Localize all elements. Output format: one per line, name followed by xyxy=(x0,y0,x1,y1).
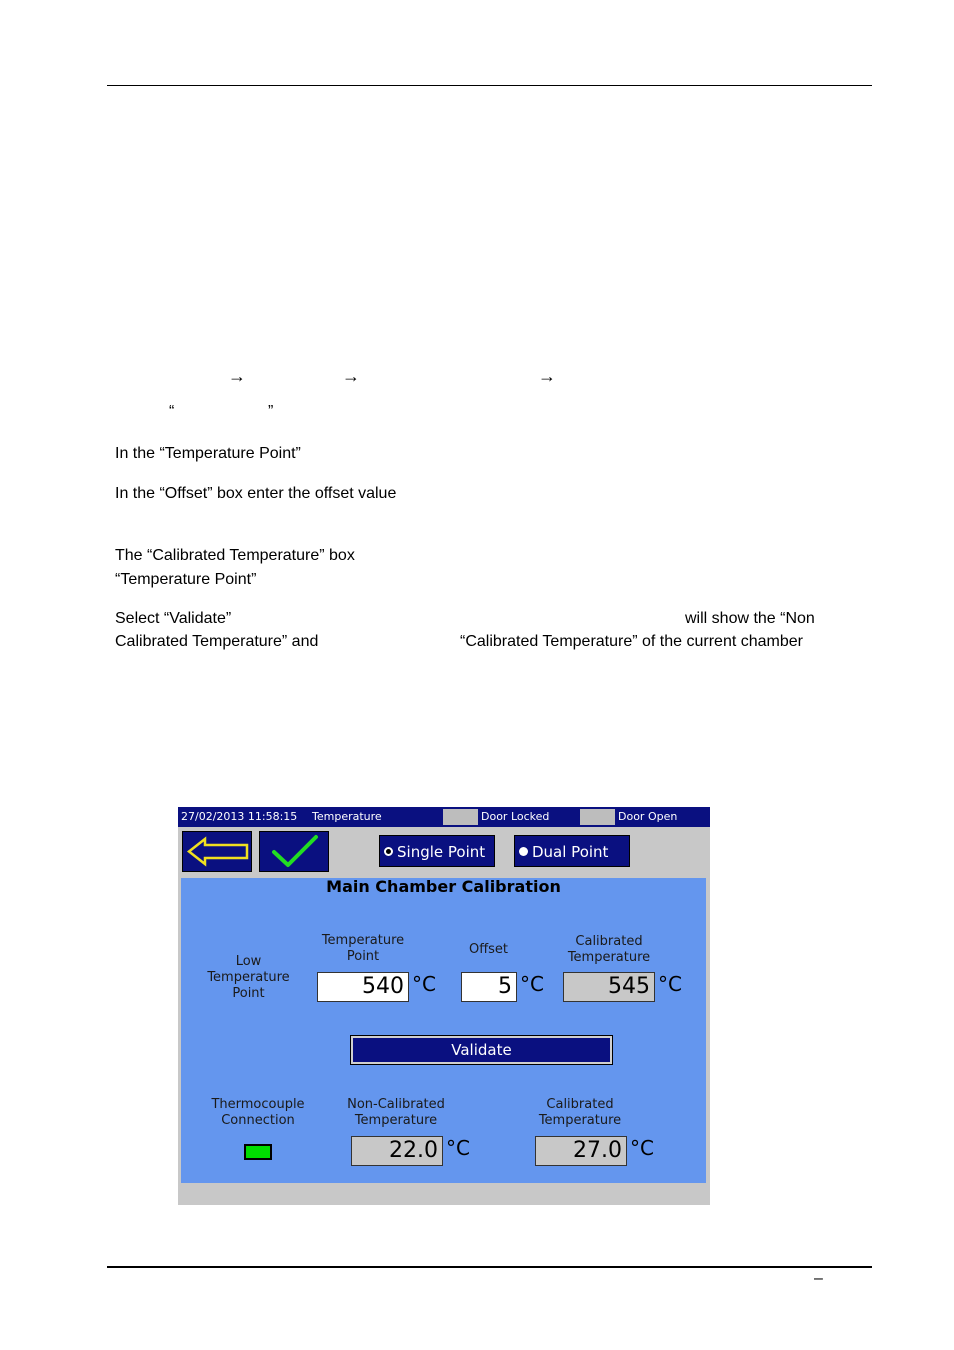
panel-title: Main Chamber Calibration xyxy=(326,877,561,896)
step-validate-c: Calibrated Temperature” and xyxy=(115,633,319,650)
step-temperature-point: In the “Temperature Point” xyxy=(115,445,301,462)
step-offset: In the “Offset” box enter the offset value xyxy=(115,485,397,502)
temperature-point-input[interactable]: 540 xyxy=(317,972,409,1002)
step-calibrated-line2: “Temperature Point” xyxy=(115,571,257,588)
back-arrow-icon xyxy=(183,832,251,871)
thermocouple-status-led xyxy=(244,1144,272,1160)
thermocouple-connection-label: Thermocouple Connection xyxy=(211,1097,305,1128)
calibrated-temperature-label: Calibrated Temperature xyxy=(567,934,651,965)
calibrated-reading-unit: °C xyxy=(630,1136,654,1160)
status-section: Temperature xyxy=(312,810,382,823)
step-validate-a: Select “Validate” xyxy=(115,610,232,627)
arrow-icon: → xyxy=(228,366,246,386)
low-temperature-point-label: Low Temperature Point xyxy=(207,954,290,1001)
header-rule xyxy=(107,85,872,86)
calibrated-temperature-value: 545 xyxy=(563,972,655,1002)
status-bar xyxy=(178,807,710,827)
footer-rule xyxy=(107,1266,872,1268)
open-quote: “ xyxy=(169,403,175,420)
calibrated-temperature-reading-label: Calibrated Temperature xyxy=(538,1097,622,1128)
arrow-icon: → xyxy=(538,366,556,386)
temperature-point-label: Temperature Point xyxy=(321,933,405,964)
arrow-icon: → xyxy=(342,366,360,386)
step-validate-b: will show the “Non xyxy=(685,610,815,627)
step-validate-d: “Calibrated Temperature” of the current chamber xyxy=(460,633,803,650)
dual-point-radio[interactable] xyxy=(514,835,630,867)
single-point-radio[interactable] xyxy=(379,835,495,867)
back-button[interactable] xyxy=(182,831,252,872)
dual-point-label: Dual Point xyxy=(532,843,609,861)
single-point-label: Single Point xyxy=(397,843,486,861)
calibrated-unit: °C xyxy=(658,972,682,996)
status-datetime: 27/02/2013 11:58:15 xyxy=(181,810,298,823)
calibrated-temperature-reading-value: 27.0 xyxy=(535,1136,627,1166)
non-calibrated-temperature-value: 22.0 xyxy=(351,1136,443,1166)
radio-selected-icon xyxy=(384,847,393,856)
door-open-label: Door Open xyxy=(618,810,678,823)
confirm-button[interactable] xyxy=(259,831,329,872)
step-calibrated-line1: The “Calibrated Temperature” box xyxy=(115,547,355,564)
calibration-panel xyxy=(181,878,706,1183)
door-open-indicator xyxy=(580,809,615,825)
calibration-screenshot xyxy=(178,807,710,1205)
offset-unit: °C xyxy=(520,972,544,996)
offset-input[interactable]: 5 xyxy=(461,972,517,1002)
footer-dash: – xyxy=(814,1270,823,1287)
non-calibrated-temperature-label: Non-Calibrated Temperature xyxy=(347,1097,445,1128)
close-quote: ” xyxy=(268,403,274,420)
validate-button[interactable]: Validate xyxy=(351,1036,612,1064)
offset-label: Offset xyxy=(468,942,509,957)
temperature-unit: °C xyxy=(412,972,436,996)
door-locked-indicator xyxy=(443,809,478,825)
checkmark-icon xyxy=(260,832,328,871)
door-locked-label: Door Locked xyxy=(481,810,550,823)
radio-unselected-icon xyxy=(519,847,528,856)
non-calibrated-unit: °C xyxy=(446,1136,470,1160)
